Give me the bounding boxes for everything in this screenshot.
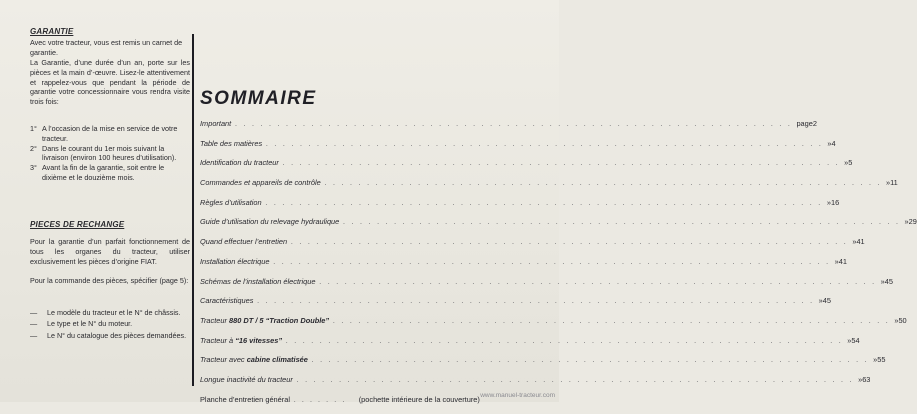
toc-entry-label: Installation électrique xyxy=(200,256,270,266)
toc-leader-dots: . . . . . . . . . . . . . . . . . . . . . . . . . . . . . . . . . . . . . . . . . . . . . . . . . . . . . . . . . . . . . . . . . . xyxy=(235,119,793,128)
toc-page-prefix: » xyxy=(880,276,885,286)
toc-entry-label: Commandes et appareils de contrôle xyxy=(200,178,321,188)
pieces-body-2: Pour la commande des pièces, spécifier (page 5): xyxy=(30,276,189,285)
toc-entry-label: Tracteur avec cabine climatisée xyxy=(200,355,308,365)
toc-page-prefix: » xyxy=(885,178,891,188)
toc-leader-dots: . . . . . . . . . . . . . . . . . . . . . . . . . . . . . . . . . . . . . . . . . . . . . . . . . . . . . . . . . . . . . . . . . . xyxy=(286,335,844,345)
garantie-visits xyxy=(30,124,190,183)
toc-page-number: 50 xyxy=(898,315,907,325)
toc-entry xyxy=(200,237,865,257)
toc-page-prefix: » xyxy=(894,315,899,325)
list-item: 1° A l’occasion de la mise en service de votre tracteur. xyxy=(30,124,178,143)
toc-page-number: 4 xyxy=(831,138,836,148)
toc-leader-dots: . . . . . . . . . . . . . . . . . . . . . . . . . . . . . . . . . . . . . . . . . . . . . . . . . . . . . . . . . . . . . . . . . . xyxy=(343,217,901,227)
toc-page-prefix: » xyxy=(847,335,852,345)
toc-entry-label: Caractéristiques xyxy=(200,296,254,306)
toc-page-prefix: » xyxy=(852,237,857,247)
toc-page-number: 41 xyxy=(838,256,847,266)
toc-page-prefix: » xyxy=(858,374,863,384)
toc-entry-note: (pochette intérieure de la couverture) xyxy=(358,394,480,404)
toc-entry-label: Important xyxy=(200,119,232,128)
toc-entry xyxy=(200,355,886,375)
toc-entry xyxy=(200,217,917,237)
toc-page-number: 16 xyxy=(830,197,840,207)
toc-page-number: 11 xyxy=(890,178,898,188)
toc-leader-dots: . . . . . . . . . . . . . . . . . . . . . . . . . . . . . . . . . . . . . . . . . . . . . . . . . . . . . . . . . . . . . . . . . . xyxy=(266,138,824,148)
toc-page-number: 45 xyxy=(822,296,831,306)
table-of-contents xyxy=(200,119,917,414)
toc-page-prefix: » xyxy=(834,256,839,266)
list-item: — Le modèle du tracteur et le N° de châssis. xyxy=(30,308,181,317)
toc-page-prefix: » xyxy=(827,138,832,148)
toc-page-number: 63 xyxy=(862,374,871,384)
pieces-heading: PIECES DE RECHANGE xyxy=(30,220,125,229)
toc-entry xyxy=(200,335,860,356)
toc-entry xyxy=(200,296,831,316)
toc-entry xyxy=(200,197,840,218)
toc-leader-dots: . . . . . . . . . . . . . . . . . . . . . . . . . . . . . . . . . . . . . . . . . . . . . . . . . . . . . . . . . . . . . . . . . . xyxy=(282,158,841,168)
toc-leader-dots: . . . . . . . . . . . . . . . . . . . . . . . . . . . . . . . . . . . . . . . . . . . . . . . . . . . . . . . . . . . . . . . . . . xyxy=(319,276,877,286)
toc-entry xyxy=(200,178,898,198)
toc-page-number: 54 xyxy=(851,335,860,345)
toc-leader-dots: . . . . . . . . . . . . . . . . . . . . . . . . . . . . . . . . . . . . . . . . . . . . . . . . . . . . . . . . . . . . . . . . . . xyxy=(291,237,849,247)
pieces-body-1: Pour la garantie d’un parfait fonctionnement de tous les organes du tracteur, utiliser exclusivement les pièces d’origine FIAT. xyxy=(30,237,190,266)
toc-page-number: 29 xyxy=(908,217,917,227)
toc-entry-label: Schémas de l’installation électrique xyxy=(200,276,316,286)
toc-page-number: 2 xyxy=(812,119,818,128)
toc-entry-label: Planche d’entretien général xyxy=(200,394,290,404)
garantie-intro: Avec votre tracteur, vous est remis un carnet de garantie. xyxy=(30,38,183,57)
toc-entry-label: Règles d’utilisation xyxy=(200,197,262,207)
toc-entry-label: Tracteur 880 DT / 5 “Traction Double” xyxy=(200,315,330,325)
toc-entry-label: Table des matières xyxy=(200,138,263,148)
toc-page-number: 55 xyxy=(877,355,886,365)
watermark: www.manuel-tracteur.com xyxy=(480,392,555,399)
toc-entry xyxy=(200,256,847,277)
toc-leader-dots: . . . . . . . . . . . . . . . . . . . . . . . . . . . . . . . . . . . . . . . . . . . . . . . . . . . . . . . . . . . . . . . . . . xyxy=(273,256,831,266)
toc-entry xyxy=(200,276,894,297)
list-item: 2° Dans le courant du 1er mois suivant la livraison (environ 100 heures d’utilisation). xyxy=(30,143,177,163)
toc-page-number: 45 xyxy=(884,276,894,286)
toc-entry-label: Guide d’utilisation du relevage hydraulique xyxy=(200,217,340,227)
list-item: — Le N° du catalogue des pièces demandées. xyxy=(30,330,187,340)
toc-page-number: 41 xyxy=(856,237,865,247)
toc-page-prefix: » xyxy=(904,217,909,227)
toc-leader-dots: . . . . . . . . . . . . . . . . . . . . . . . . . . . . . . . . . . . . . . . . . . . . . . . . . . . . . . . . . . . . . . . . . . xyxy=(265,197,823,207)
toc-page-prefix: » xyxy=(844,158,849,168)
toc-entry-label: Quand effectuer l’entretien xyxy=(200,237,288,247)
toc-leader-dots: . . . . . . . xyxy=(293,394,347,404)
toc-page-prefix: » xyxy=(826,197,831,207)
sommaire-title: SOMMAIRE xyxy=(200,88,317,109)
toc-entry xyxy=(200,158,853,178)
toc-page-prefix: » xyxy=(873,355,878,365)
toc-entry xyxy=(200,119,818,139)
toc-leader-dots: . . . . . . . . . . . . . . . . . . . . . . . . . . . . . . . . . . . . . . . . . . . . . . . . . . . . . . . . . . . . . . . . . . xyxy=(324,178,882,188)
toc-page-prefix: page xyxy=(796,119,813,128)
toc-entry-label: Longue inactivité du tracteur xyxy=(200,374,293,384)
toc-page-prefix: » xyxy=(818,296,823,306)
list-item: — Le type et le N° du moteur. xyxy=(30,319,133,329)
toc-entry-label: Tracteur à “16 vitesses” xyxy=(200,335,283,345)
toc-leader-dots: . . . . . . . . . . . . . . . . . . . . . . . . . . . . . . . . . . . . . . . . . . . . . . . . . . . . . . . . . . . . . . . . . . xyxy=(333,315,891,325)
toc-page-number: 5 xyxy=(848,158,853,168)
garantie-body: La Garantie, d’une durée d’un an, porte sur les pièces et la main d’-œuvre. Lisez-le attentivement et rappelez-vous que pendant la période de garantie votre concessionnaire vous rendra visite trois fois: xyxy=(30,58,190,107)
toc-leader-dots: . . . . . . . . . . . . . . . . . . . . . . . . . . . . . . . . . . . . . . . . . . . . . . . . . . . . . . . . . . . . . . . . . . xyxy=(296,374,855,384)
pieces-list xyxy=(30,308,190,340)
toc-entry xyxy=(200,315,907,336)
toc-entry-label: Identification du tracteur xyxy=(200,158,279,168)
column-divider xyxy=(192,34,194,386)
toc-leader-dots: . . . . . . . . . . . . . . . . . . . . . . . . . . . . . . . . . . . . . . . . . . . . . . . . . . . . . . . . . . . . . . . . . . xyxy=(257,296,815,306)
toc-leader-dots: . . . . . . . . . . . . . . . . . . . . . . . . . . . . . . . . . . . . . . . . . . . . . . . . . . . . . . . . . . . . . . . . . . xyxy=(311,355,870,365)
garantie-heading: GARANTIE xyxy=(30,27,74,36)
list-item: 3° Avant la fin de la garantie, soit entre le dixième et le douzième mois. xyxy=(30,163,165,182)
toc-entry xyxy=(200,138,836,159)
